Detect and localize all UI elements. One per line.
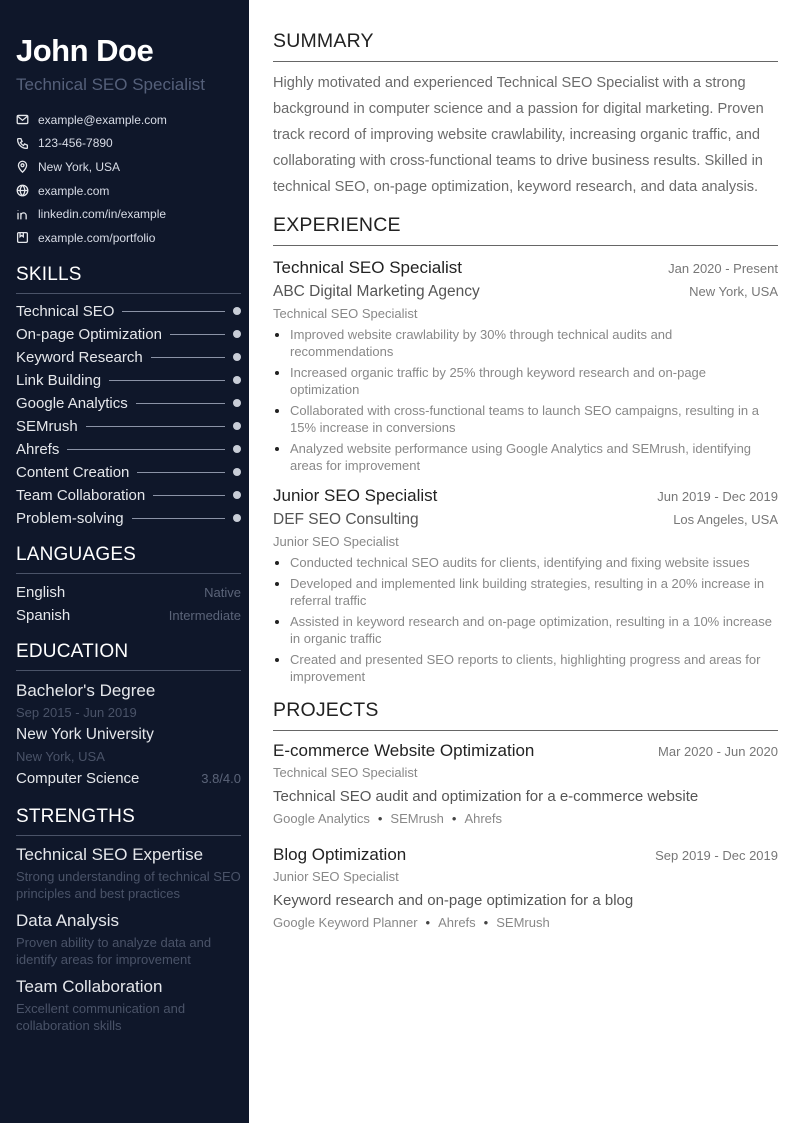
strength-title: Technical SEO Expertise [16, 844, 204, 864]
skill-label: Problem-solving [16, 509, 124, 527]
education-field: Computer Science [16, 769, 140, 787]
project-tag: Google Keyword Planner [273, 915, 418, 930]
strength-title: Data Analysis [16, 910, 119, 930]
mail-icon [16, 113, 38, 126]
job-title-row [273, 484, 778, 508]
contact-email[interactable] [16, 108, 241, 132]
job-location: Los Angeles, USA [673, 512, 778, 527]
education-location: New York, USA [16, 748, 105, 764]
projects-heading: PROJECTS [273, 699, 778, 731]
job-company: DEF SEO Consulting [273, 511, 419, 528]
project-desc: Technical SEO audit and optimization for a e-commerce website [273, 788, 699, 805]
strength-desc: Excellent communication and collaboration skills [16, 1000, 186, 1033]
contact-linkedin-text: linkedin.com/in/example [38, 207, 167, 222]
contact-website[interactable] [16, 179, 241, 203]
skill-divider [153, 495, 225, 496]
job-entry [273, 256, 778, 474]
skills-heading: SKILLS [16, 264, 241, 294]
education-gpa: 3.8/4.0 [201, 770, 241, 786]
job-bullet: • Created and presented SEO reports to clients, highlighting progress and areas for improvement [290, 651, 778, 685]
strength-title: Team Collaboration [16, 976, 163, 996]
language-level: Native [204, 584, 241, 600]
job-title: Junior SEO Specialist [273, 486, 438, 505]
skill-dot-icon [233, 353, 241, 361]
contact-portfolio[interactable] [16, 226, 241, 250]
project-tag: Ahrefs [438, 915, 476, 930]
job-bullet: • Collaborated with cross-functional teams to launch SEO campaigns, resulting in a 15% increase in conversions [290, 402, 778, 436]
tag-separator-icon: • [425, 915, 431, 930]
skill-dot-icon [233, 468, 241, 476]
contact-list [16, 108, 241, 250]
language-name: English [16, 583, 66, 601]
skill-dot-icon [233, 514, 241, 522]
job-bullet: • Developed and implemented link building strategies, resulting in a 20% increase in referral traffic [290, 575, 778, 609]
skill-divider [170, 334, 225, 335]
tag-separator-icon: • [377, 811, 383, 826]
project-role: Junior SEO Specialist [273, 869, 399, 884]
project-tags [273, 913, 778, 933]
linkedin-icon [16, 208, 38, 221]
skill-divider [122, 311, 225, 312]
skill-label: Link Building [16, 371, 102, 389]
skill-item [16, 369, 241, 392]
skills-list [16, 300, 241, 530]
job-bullet: • Analyzed website performance using Google Analytics and SEMrush, identifying areas for improvement [290, 440, 778, 474]
education-heading: EDUCATION [16, 641, 241, 671]
strengths-list [16, 842, 241, 1034]
tag-separator-icon: • [451, 811, 457, 826]
job-dates: Jan 2020 - Present [668, 261, 778, 276]
job-location: New York, USA [689, 284, 778, 299]
project-tag: Ahrefs [464, 811, 503, 826]
project-title-row [273, 843, 778, 867]
job-company-row [273, 508, 778, 532]
main-content [249, 0, 794, 1123]
skill-item [16, 484, 241, 507]
job-bullet: • Improved website crawlability by 30% through technical audits and recommendations [290, 326, 778, 360]
skill-label: Content Creation [16, 463, 130, 481]
job-company: ABC Digital Marketing Agency [273, 283, 480, 300]
contact-linkedin[interactable] [16, 202, 241, 226]
project-title-row [273, 739, 778, 763]
strength-desc: Strong understanding of technical SEO principles and best practices [16, 868, 241, 901]
skill-label: Keyword Research [16, 348, 143, 366]
skill-label: Google Analytics [16, 394, 128, 412]
languages-list [16, 581, 241, 627]
languages-heading: LANGUAGES [16, 544, 241, 574]
project-dates: Sep 2019 - Dec 2019 [655, 848, 778, 863]
contact-portfolio-text: example.com/portfolio [38, 230, 156, 245]
project-tag: SEMrush [390, 811, 444, 826]
candidate-name: John Doe [16, 33, 154, 68]
job-company-row [273, 280, 778, 304]
education-entry [16, 679, 241, 792]
strength-item [16, 842, 241, 902]
contact-location [16, 155, 241, 179]
experience-heading: EXPERIENCE [273, 214, 778, 246]
portfolio-icon [16, 231, 38, 244]
job-entry [273, 484, 778, 685]
project-tag: SEMrush [496, 915, 550, 930]
job-bullet: • Conducted technical SEO audits for clients, identifying and fixing website issues [290, 554, 778, 571]
education-dates: Sep 2015 - Jun 2019 [16, 704, 137, 720]
skill-label: Team Collaboration [16, 486, 146, 504]
language-item [16, 581, 241, 604]
job-role: Technical SEO Specialist [273, 306, 418, 321]
skill-dot-icon [233, 445, 241, 453]
skill-item [16, 438, 241, 461]
skill-dot-icon [233, 330, 241, 338]
job-bullets [273, 554, 778, 685]
language-level: Intermediate [168, 607, 241, 623]
project-entry [273, 843, 778, 933]
job-bullets [273, 326, 778, 474]
project-tags [273, 809, 778, 829]
skill-divider [109, 380, 225, 381]
skill-label: On-page Optimization [16, 325, 162, 343]
skill-label: SEMrush [16, 417, 78, 435]
contact-email-text: example@example.com [38, 112, 167, 127]
skill-divider [136, 403, 225, 404]
language-item [16, 604, 241, 627]
skill-dot-icon [233, 399, 241, 407]
sidebar [0, 0, 249, 1123]
job-dates: Jun 2019 - Dec 2019 [657, 489, 778, 504]
contact-location-text: New York, USA [38, 159, 121, 174]
skill-divider [86, 426, 225, 427]
education-field-row [16, 766, 241, 792]
skill-label: Ahrefs [16, 440, 60, 458]
skill-dot-icon [233, 307, 241, 315]
job-bullet: • Assisted in keyword research and on-page optimization, resulting in a 10% increase in organic traffic [290, 613, 778, 647]
summary-text: Highly motivated and experienced Technical SEO Specialist with a strong background in computer science and a passion for digital marketing. Proven track record of improving website crawlability, increasing organic traffic, and collaborating with cross-functional teams to drive business results. Skilled in technical SEO, on-page optimization, keyword research, and data analysis. [273, 75, 764, 195]
skill-item [16, 346, 241, 369]
contact-phone[interactable] [16, 132, 241, 156]
skill-divider [132, 518, 225, 519]
tag-separator-icon: • [483, 915, 489, 930]
project-title: Blog Optimization [273, 845, 407, 864]
contact-website-text: example.com [38, 183, 110, 198]
project-entry [273, 739, 778, 829]
job-title-row [273, 256, 778, 280]
skill-dot-icon [233, 376, 241, 384]
skill-item [16, 392, 241, 415]
skill-dot-icon [233, 422, 241, 430]
strength-item [16, 908, 241, 968]
location-pin-icon [16, 160, 38, 173]
education-degree: Bachelor's Degree [16, 680, 156, 700]
project-dates: Mar 2020 - Jun 2020 [658, 744, 778, 759]
skill-divider [67, 449, 225, 450]
project-desc: Keyword research and on-page optimization for a blog [273, 892, 634, 909]
project-tag: Google Analytics [273, 811, 370, 826]
summary-heading: SUMMARY [273, 30, 778, 62]
skill-divider [137, 472, 225, 473]
skill-item [16, 300, 241, 323]
skill-item [16, 507, 241, 530]
skill-label: Technical SEO [16, 302, 115, 320]
project-title: E-commerce Website Optimization [273, 741, 535, 760]
strength-item [16, 974, 241, 1034]
skill-item [16, 415, 241, 438]
job-bullet: • Increased organic traffic by 25% through keyword research and on-page optimization [290, 364, 778, 398]
globe-icon [16, 184, 38, 197]
phone-icon [16, 137, 38, 150]
job-role: Junior SEO Specialist [273, 534, 399, 549]
skill-divider [151, 357, 225, 358]
skill-item [16, 461, 241, 484]
language-name: Spanish [16, 606, 71, 624]
skill-dot-icon [233, 491, 241, 499]
job-title: Technical SEO Specialist [273, 258, 462, 277]
skill-item [16, 323, 241, 346]
education-school: New York University [16, 725, 154, 743]
contact-phone-text: 123-456-7890 [38, 136, 113, 151]
candidate-title: Technical SEO Specialist [16, 75, 205, 94]
strengths-heading: STRENGTHS [16, 806, 241, 836]
strength-desc: Proven ability to analyze data and identify areas for improvement [16, 934, 212, 967]
project-role: Technical SEO Specialist [273, 765, 418, 780]
